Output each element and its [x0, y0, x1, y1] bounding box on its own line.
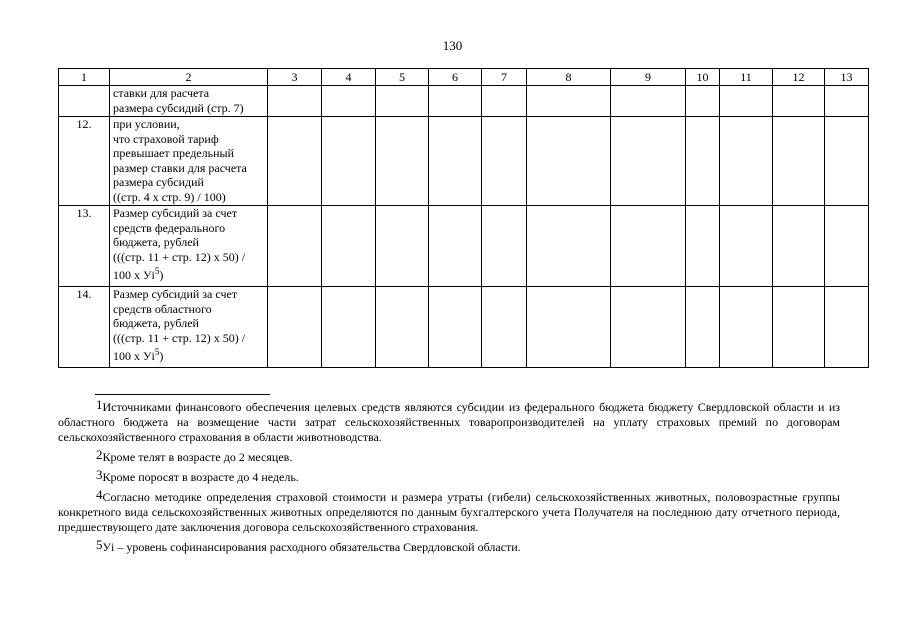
footnote-reference: 5 — [154, 266, 160, 277]
table-row — [59, 86, 869, 117]
data-cell — [268, 206, 322, 287]
data-cell — [376, 86, 429, 117]
column-header: 7 — [482, 69, 527, 86]
footnote — [58, 449, 840, 465]
data-cell — [429, 117, 482, 206]
row-description-text: Размер субсидий за счет средств областного бюджета, рублей (((стр. 11 + стр. 12) x 50) / 100 x Уi — [113, 287, 246, 364]
data-cell — [825, 206, 869, 287]
footnote-text: Уi – уровень софинансирования расходного обязательства Свердловской области. — [102, 540, 521, 554]
row-description-text: Размер субсидий за счет средств федерального бюджета, рублей (((стр. 11 + стр. 12) x 50) / 100 x Уi — [113, 206, 246, 283]
footnote-text: Кроме телят в возрасте до 2 месяцев. — [102, 450, 293, 464]
data-cell — [429, 206, 482, 287]
footnote-separator — [95, 394, 270, 395]
data-cell — [482, 117, 527, 206]
data-cell — [322, 117, 376, 206]
data-cell — [686, 117, 720, 206]
column-header: 3 — [268, 69, 322, 86]
footnote-mark: 5 — [96, 537, 103, 552]
data-cell — [268, 287, 322, 368]
data-cell — [611, 287, 686, 368]
data-cell — [429, 86, 482, 117]
data-cell — [527, 117, 611, 206]
data-cell — [482, 206, 527, 287]
footnote-text: Источниками финансового обеспечения целевых средств являются субсидии из федерального бюджета бюджету Свердловской области и из областного бюджета на возмещение части затрат сельскохозяйственных товаропроизводителей на уплату страховых премий по договорам сельскохозяйственного страхования в области животноводства. — [58, 400, 840, 444]
data-cell — [611, 206, 686, 287]
data-cell — [268, 117, 322, 206]
data-cell — [376, 287, 429, 368]
footnote-mark: 1 — [96, 397, 103, 412]
data-cell — [686, 86, 720, 117]
data-cell — [825, 287, 869, 368]
data-cell — [686, 287, 720, 368]
column-header: 12 — [773, 69, 825, 86]
table-row — [59, 206, 869, 287]
footnotes — [58, 399, 840, 559]
row-number: 13. — [59, 206, 110, 287]
column-header: 8 — [527, 69, 611, 86]
subsidy-calculation-table — [58, 68, 869, 368]
table-row — [59, 287, 869, 368]
footnote-mark: 4 — [96, 487, 103, 502]
row-number: 12. — [59, 117, 110, 206]
footnote-text: Кроме поросят в возрасте до 4 недель. — [102, 470, 299, 484]
data-cell — [376, 117, 429, 206]
data-cell — [268, 86, 322, 117]
data-cell — [611, 86, 686, 117]
footnote — [58, 399, 840, 445]
table-row — [59, 117, 869, 206]
row-description — [110, 86, 268, 117]
row-description-text: при условии, что страховой тариф превышает предельный размер ставки для расчета размера субсидий ((стр. 4 x стр. 9) / 100) — [113, 117, 247, 204]
column-header: 9 — [611, 69, 686, 86]
footnote-text: Согласно методике определения страховой стоимости и размера утраты (гибели) сельскохозяйственных животных, половозрастные группы конкретного вида сельскохозяйственных животных определяются по данным бухгалтерского учета Получателя на последнюю дату отчетного периода, предшествующего дате заключения договора сельскохозяйственного страхования. — [58, 490, 840, 534]
column-header: 5 — [376, 69, 429, 86]
data-cell — [825, 86, 869, 117]
row-description — [110, 206, 268, 287]
column-header: 11 — [720, 69, 773, 86]
data-cell — [773, 287, 825, 368]
data-cell — [527, 206, 611, 287]
table-header-row — [59, 69, 869, 86]
data-cell — [482, 86, 527, 117]
data-cell — [825, 117, 869, 206]
footnote-mark: 2 — [96, 447, 103, 462]
page-number: 130 — [442, 38, 463, 53]
data-cell — [527, 287, 611, 368]
row-number — [59, 86, 110, 117]
row-description — [110, 287, 268, 368]
row-number: 14. — [59, 287, 110, 368]
data-cell — [322, 206, 376, 287]
footnote — [58, 489, 840, 535]
data-cell — [720, 287, 773, 368]
column-header: 2 — [110, 69, 268, 86]
column-header: 4 — [322, 69, 376, 86]
column-header: 13 — [825, 69, 869, 86]
data-cell — [322, 86, 376, 117]
data-cell — [720, 206, 773, 287]
data-cell — [322, 287, 376, 368]
footnote — [58, 539, 840, 555]
data-cell — [686, 206, 720, 287]
data-cell — [720, 86, 773, 117]
row-description-tail: ) — [159, 349, 164, 364]
data-cell — [527, 86, 611, 117]
footnote — [58, 469, 840, 485]
row-description — [110, 117, 268, 206]
data-cell — [720, 117, 773, 206]
data-cell — [429, 287, 482, 368]
data-cell — [611, 117, 686, 206]
row-description-tail: ) — [159, 268, 164, 283]
footnote-mark: 3 — [96, 467, 103, 482]
data-cell — [482, 287, 527, 368]
footnote-reference: 5 — [154, 347, 160, 358]
data-cell — [773, 206, 825, 287]
row-description-text: ставки для расчета размера субсидий (стр. 7) — [113, 86, 244, 115]
data-cell — [773, 86, 825, 117]
column-header: 6 — [429, 69, 482, 86]
data-cell — [773, 117, 825, 206]
data-cell — [376, 206, 429, 287]
column-header: 1 — [59, 69, 110, 86]
column-header: 10 — [686, 69, 720, 86]
